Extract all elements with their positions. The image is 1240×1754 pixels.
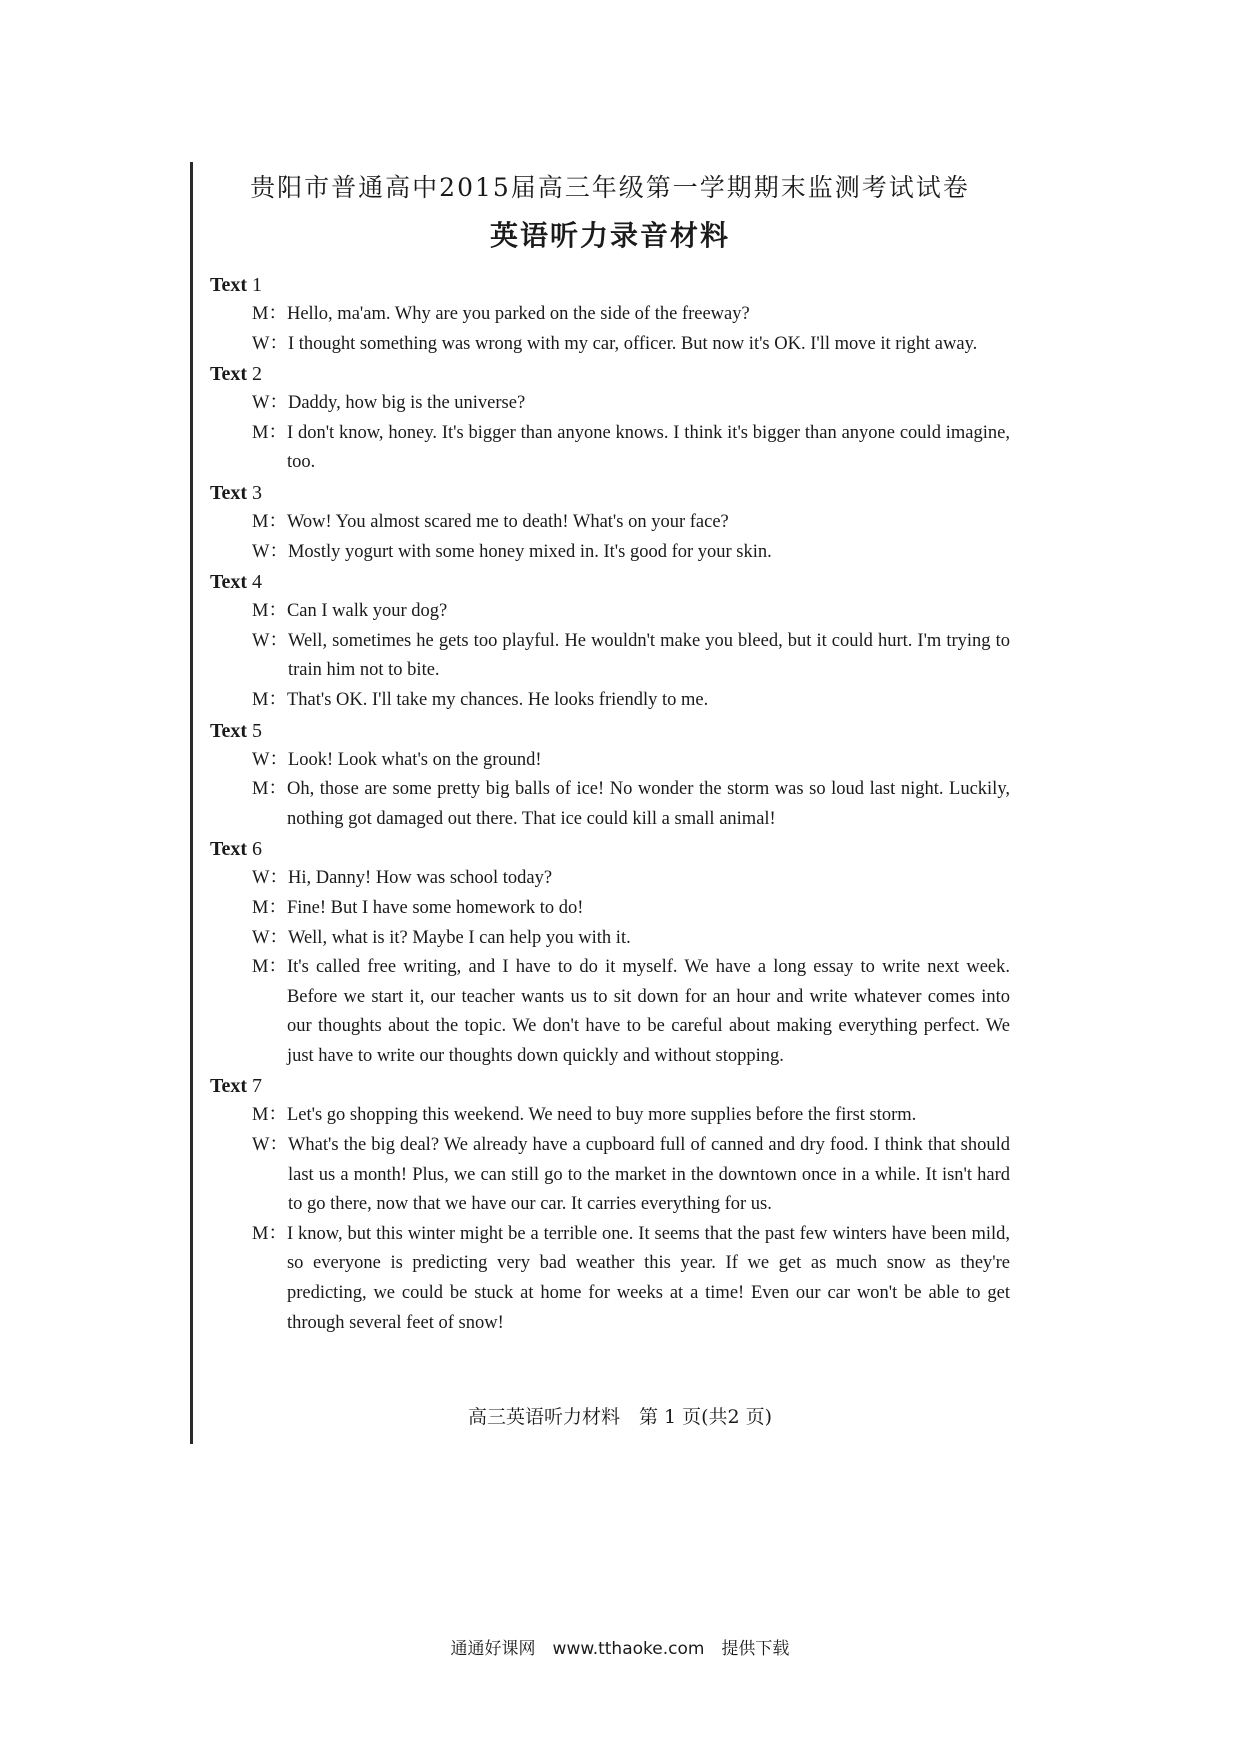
dialogue-line	[252, 775, 1010, 834]
speaker-label: W：	[252, 1135, 288, 1156]
dialogue-line	[252, 1220, 1010, 1338]
document-body	[210, 170, 1010, 1338]
utterance-text: Daddy, how big is the universe?	[287, 393, 526, 414]
speaker-label: M：	[252, 422, 287, 443]
dialogue-line	[252, 894, 1010, 924]
speaker-label: W：	[252, 868, 288, 889]
utterance-text: Look! Look what's on the ground!	[287, 749, 542, 770]
speaker-label: M：	[252, 511, 287, 532]
text-section	[210, 834, 1010, 1071]
text-heading-number: 7	[252, 1075, 263, 1098]
utterance-text: Let's go shopping this weekend. We need to buy more supplies before the first storm.	[286, 1105, 917, 1126]
speaker-label: M：	[252, 1105, 287, 1126]
dialogue-line	[252, 686, 1010, 716]
speaker-label: M：	[252, 779, 287, 800]
speaker-label: M：	[252, 689, 287, 710]
text-section	[210, 478, 1010, 567]
text-section	[210, 1071, 1010, 1338]
utterance-text: Well, sometimes he gets too playful. He wouldn't make you bleed, but it could hurt. I'm trying to train him not to bite.	[287, 630, 1010, 681]
dialogue-line	[252, 508, 1010, 538]
speaker-label: M：	[252, 1223, 287, 1244]
text-heading-label: Text	[210, 363, 248, 386]
text-heading	[210, 567, 1010, 597]
left-margin-rule	[190, 162, 193, 1444]
utterance-text: Hello, ma'am. Why are you parked on the side of the freeway?	[286, 304, 750, 324]
exam-title: 贵阳市普通高中2015届高三年级第一学期期末监测考试试卷	[250, 173, 970, 202]
utterance-text: What's the big deal? We already have a cupboard full of canned and dry food. I think that should last us a month! Plus, we can still go to the market in the downtown once in a while. It isn't hard to go there, now that we have our car. It carries everything for us.	[287, 1135, 1010, 1215]
dialogue-line	[252, 538, 1010, 568]
speaker-label: M：	[252, 957, 287, 978]
text-heading	[210, 270, 1010, 300]
site-credit-footer: 通通好课网 www.tthaoke.com 提供下载	[450, 1639, 790, 1659]
dialogue-line	[252, 300, 1010, 330]
speaker-label: M：	[252, 304, 287, 324]
utterance-text: Wow! You almost scared me to death! What's on your face?	[286, 511, 729, 532]
dialogue-line	[252, 1131, 1010, 1220]
speaker-label: M：	[252, 601, 287, 622]
text-section	[210, 567, 1010, 715]
dialogue-line	[252, 330, 1010, 360]
text-section	[210, 270, 1010, 359]
speaker-label: W：	[252, 927, 288, 948]
text-heading	[210, 834, 1010, 864]
speaker-label: W：	[252, 630, 288, 651]
document-title: 英语听力录音材料	[489, 219, 730, 252]
text-heading-number: 6	[252, 838, 263, 861]
dialogue-line	[252, 419, 1010, 478]
dialogue-line	[252, 1101, 1010, 1131]
dialogue-line	[252, 924, 1010, 954]
dialogue-line	[252, 746, 1010, 776]
text-heading-label: Text	[210, 1075, 248, 1098]
speaker-label: W：	[252, 749, 288, 770]
text-heading	[210, 478, 1010, 508]
listening-texts	[210, 270, 1010, 1338]
dialogue-line	[252, 597, 1010, 627]
utterance-text: Well, what is it? Maybe I can help you with it.	[287, 927, 631, 948]
page-number-footer: 高三英语听力材料 第 1 页(共2 页)	[467, 1406, 773, 1428]
dialogue-line	[252, 389, 1010, 419]
speaker-label: M：	[252, 897, 287, 918]
speaker-label: W：	[252, 333, 288, 354]
text-heading-label: Text	[210, 571, 248, 594]
text-heading	[210, 1071, 1010, 1101]
dialogue-line	[252, 627, 1010, 686]
text-heading-label: Text	[210, 719, 248, 742]
utterance-text: Oh, those are some pretty big balls of ice! No wonder the storm was so loud last night. Luckily, nothing got damaged out there. That ice could kill a small animal!	[286, 779, 1010, 829]
utterance-text: I know, but this winter might be a terrible one. It seems that the past few winters have been mild, so everyone is predicting very bad weather this year. If we get as much snow as they're predicting, we could be stuck at home for weeks at a time! Even our car won't be able to get through several feet of snow!	[286, 1223, 1010, 1333]
utterance-text: Hi, Danny! How was school today?	[287, 868, 553, 889]
text-heading-label: Text	[210, 838, 248, 861]
utterance-text: I don't know, honey. It's bigger than anyone knows. I think it's bigger than anyone could imagine, too.	[286, 422, 1010, 473]
text-heading-number: 5	[252, 719, 263, 742]
text-heading-number: 3	[252, 481, 263, 504]
utterance-text: Fine! But I have some homework to do!	[286, 897, 584, 918]
dialogue-line	[252, 953, 1010, 1071]
utterance-text: I thought something was wrong with my car, officer. But now it's OK. I'll move it right away.	[287, 333, 978, 354]
utterance-text: That's OK. I'll take my chances. He looks friendly to me.	[286, 689, 709, 710]
speaker-label: W：	[252, 393, 288, 414]
text-heading	[210, 716, 1010, 746]
text-section	[210, 716, 1010, 835]
speaker-label: W：	[252, 541, 288, 562]
dialogue-line	[252, 864, 1010, 894]
text-heading-number: 1	[252, 274, 263, 296]
text-section	[210, 359, 1010, 478]
text-heading	[210, 359, 1010, 389]
utterance-text: Mostly yogurt with some honey mixed in. It's good for your skin.	[287, 541, 772, 562]
text-heading-label: Text	[210, 274, 248, 296]
utterance-text: Can I walk your dog?	[286, 601, 448, 622]
utterance-text: It's called free writing, and I have to do it myself. We have a long essay to write next week. Before we start it, our teacher wants us to sit down for an hour and write whatever comes into our thoughts about the topic. We don't have to be careful about making everything perfect. We just have to write our thoughts down quickly and without stopping.	[286, 957, 1010, 1066]
text-heading-number: 4	[252, 571, 263, 594]
text-heading-label: Text	[210, 481, 248, 504]
text-heading-number: 2	[252, 363, 263, 386]
